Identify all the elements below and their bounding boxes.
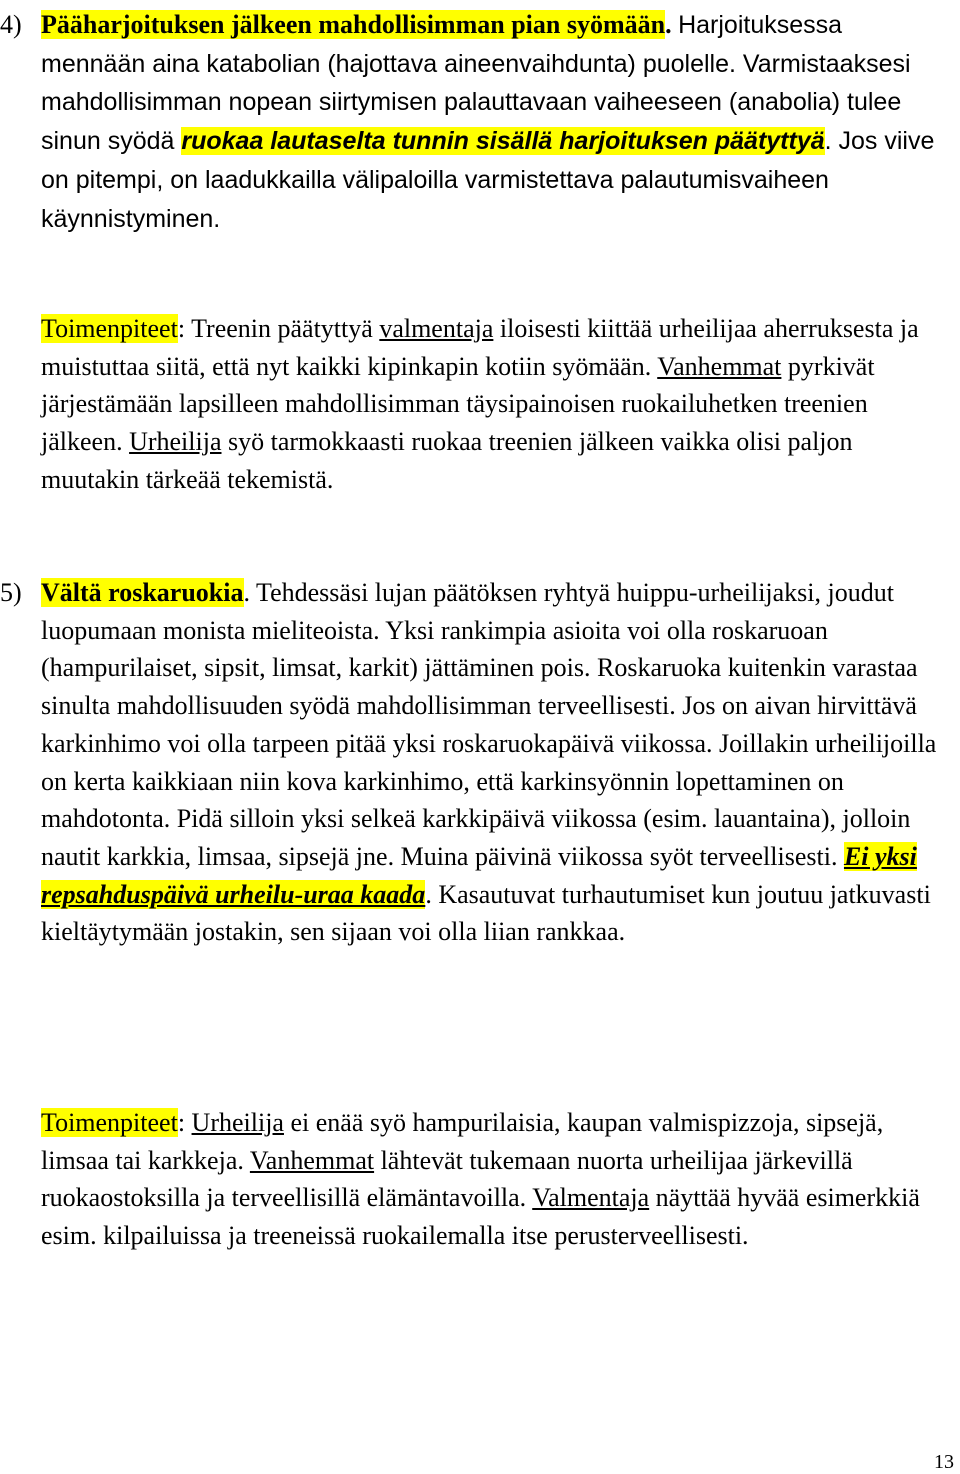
section-4-heading: Pääharjoituksen jälkeen mahdollisimman pian syömään	[41, 10, 666, 39]
actions-5-text-3: näyttää hyvää esimerkkiä esim. kilpailuissa ja treeneissä ruokailemalla itse perusterveellisesti.	[41, 1183, 920, 1251]
section-5-paragraph	[41, 574, 946, 951]
actions-5-athlete: Urheilija	[191, 1108, 284, 1137]
actions-4-text-3: pyrkivät järjestämään lapsilleen mahdollisimman täysipainoisen ruokailuhetken treenien jälkeen.	[41, 351, 875, 457]
section-5-number: 5)	[0, 578, 22, 607]
section-4-number: 4)	[0, 10, 22, 39]
section-5-emphasis: Ei yksi repsahduspäivä urheilu-uraa kaada	[41, 841, 917, 909]
section-5-heading: Vältä roskaruokia	[41, 578, 244, 607]
actions-4-colon: :	[177, 314, 186, 343]
actions-5-colon: :	[177, 1108, 186, 1137]
section-4-heading-period: .	[665, 10, 672, 39]
actions-4-label: Toimenpiteet	[41, 314, 178, 343]
actions-5-label: Toimenpiteet	[41, 1108, 178, 1137]
actions-4-text-1: Treenin päätyttyä	[185, 314, 380, 343]
actions-4-paragraph	[41, 310, 946, 499]
actions-4-parents: Vanhemmat	[657, 351, 782, 381]
actions-5-coach: Valmentaja	[532, 1183, 650, 1213]
section-5-text-1: . Tehdessäsi lujan päätöksen ryhtyä huippu-urheilijaksi, joudut luopumaan monista mieliteoista. Yksi rankimpia asioita voi olla roskaruoan (hampurilaiset, sipsit, limsat, karkit) jättäminen pois. Roskaruoka kuitenkin varastaa sinulta mahdollisuuden syödä mahdollisimman terveellisesti. Jos on aivan hirvittävä karkinhimo voi olla tarpeen pitää yksi roskaruokapäivä viikossa. Joillakin urheilijoilla on kerta kaikkiaan niin kova karkinhimo, että karkinsyönnin lopettaminen on mahdotonta. Pidä silloin yksi selkeä karkkipäivä viikossa (esim. lauantaina), jolloin nautit karkkia, limsaa, sipsejä jne. Muina päivinä viikossa syöt terveellisesti.	[41, 578, 937, 871]
actions-4-text-2: iloisesti kiittää urheilijaa aherruksesta ja muistuttaa siitä, että nyt kaikki kipinkapin kotiin syömään.	[41, 314, 919, 381]
section-4-emphasis: ruokaa lautaselta tunnin sisällä harjoituksen päätyttyä	[181, 127, 825, 156]
actions-4-text-4: syö tarmokkaasti ruokaa treenien jälkeen vaikka olisi paljon muutakin tärkeää tekemistä.	[41, 427, 853, 494]
page-number: 13	[934, 1451, 954, 1473]
actions-5-text-2: lähtevät tukemaan nuorta urheilijaa järkevillä ruokaostoksilla ja terveellisillä elämäntavoilla.	[41, 1145, 853, 1213]
actions-5-text-1: ei enää syö hampurilaisia, kaupan valmispizzoja, sipsejä, limsaa tai karkkeja.	[41, 1108, 884, 1175]
actions-5-paragraph	[41, 1104, 946, 1255]
section-5-text-2: . Kasautuvat turhautumiset kun joutuu jatkuvasti kieltäytymään jostakin, sen sijaan voi olla liian rankkaa.	[41, 879, 931, 947]
section-4-paragraph	[41, 6, 946, 238]
section-4-text-1: Harjoituksessa mennään aina katabolian (hajottava aineenvaihdunta) puolelle. Varmistaaksesi mahdollisimman nopean siirtymisen palauttavaan vaiheeseen (anabolia) tulee sinun syödä	[41, 11, 911, 156]
actions-4-athlete: Urheilija	[129, 427, 222, 457]
actions-4-coach: valmentaja	[379, 314, 494, 343]
actions-5-parents: Vanhemmat	[249, 1145, 375, 1175]
section-4-text-2: . Jos viive on pitempi, on laadukkailla välipaloilla varmistettava palautumisvaiheen käynnistyminen.	[41, 127, 935, 233]
